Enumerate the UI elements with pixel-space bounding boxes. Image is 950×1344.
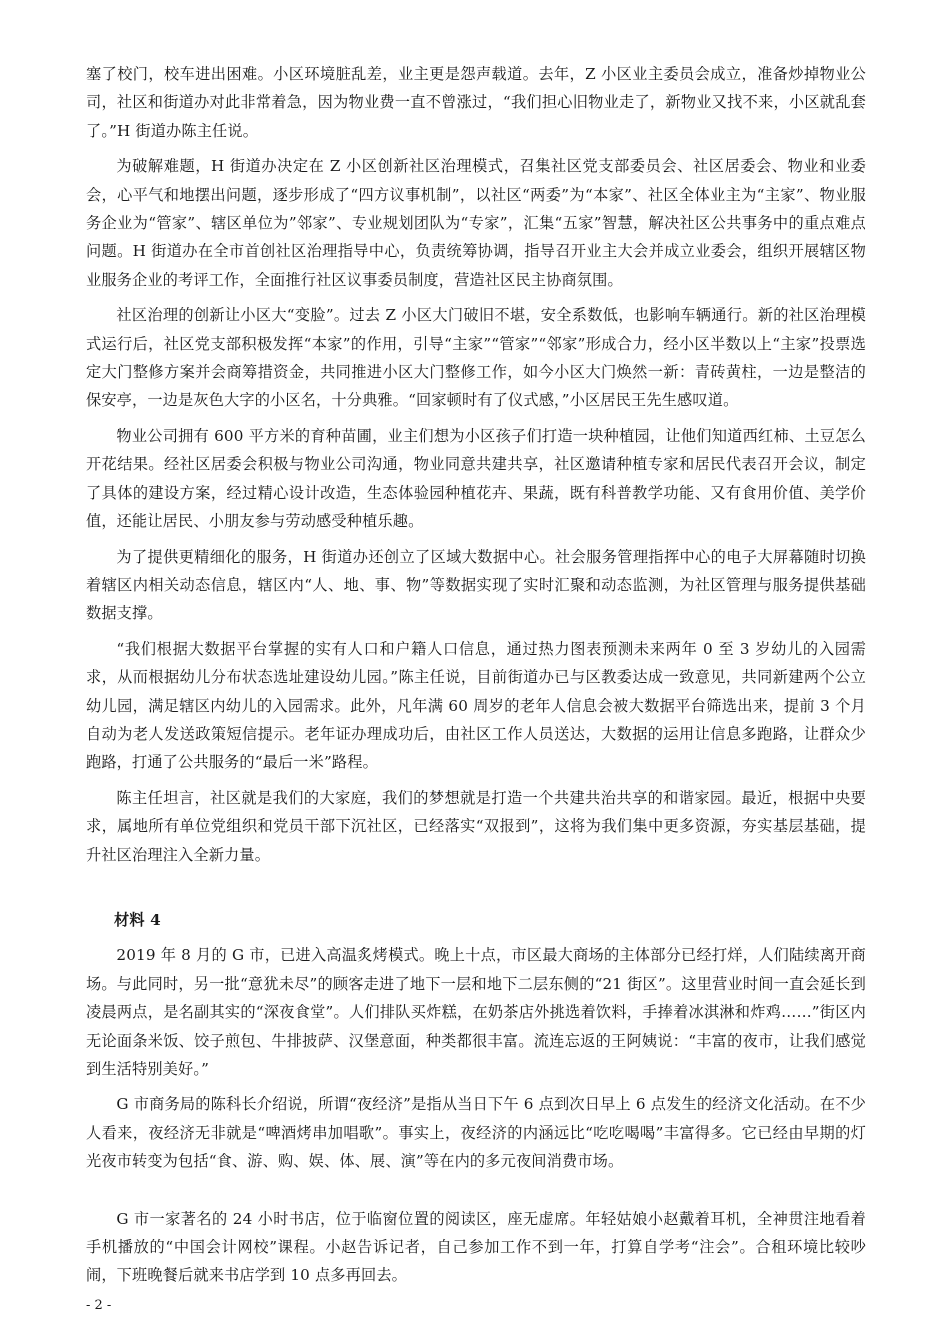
document-body: [86, 60, 866, 1297]
paragraph: 2019 年 8 月的 G 市，已进入高温炙烤模式。晚上十点，市区最大商场的主体部分已经打烊，人们陆续离开商场。与此同时，另一批“意犹未尽”的顾客走进了地下一层和地下二层东侧的“21 街区”。这里营业时间一直会延长到凌晨两点，是名副其实的“深夜食堂”。人们排队买炸糕，在奶茶店外挑选着饮料，手捧着冰淇淋和炸鸡……”街区内无论面条米饭、饺子煎包、牛排披萨、汉堡意面，种类都很丰富。流连忘返的王阿姨说：“丰富的夜市，让我们感觉到生活特别美好。”: [86, 946, 866, 1078]
paragraph: 社区治理的创新让小区大“变脸”。过去 Z 小区大门破旧不堪，安全系数低，也影响车辆通行。新的社区治理模式运行后，社区党支部积极发挥“本家”的作用，引导“主家”“管家”“邻家”形成合力，经小区半数以上“主家”投票选定大门整修方案并会商筹措资金，共同推进小区大门整修工作，如今小区大门焕然一新：青砖黄柱，一边是整洁的保安亭，一边是灰色大字的小区名，十分典雅。“回家顿时有了仪式感，”小区居民王先生感叹道。: [86, 306, 866, 410]
paragraph: 陈主任坦言，社区就是我们的大家庭，我们的梦想就是打造一个共建共治共享的和谐家园。最近，根据中央要求，属地所有单位党组织和党员干部下沉社区，已经落实“双报到”，这将为我们集中更多资源，夯实基层基础，提升社区治理注入全新力量。: [86, 788, 866, 864]
page-number: - 2 -: [86, 1298, 112, 1313]
paragraph: 塞了校门，校车进出困难。小区环境脏乱差，业主更是怨声载道。去年，Z 小区业主委员会成立，准备炒掉物业公司，社区和街道办对此非常着急，因为物业费一直不曾涨过，“我们担心旧物业走了，新物业又找不来，小区就乱套了。”H 街道办陈主任说。: [86, 65, 866, 140]
paragraph: 物业公司拥有 600 平方米的育种苗圃，业主们想为小区孩子们打造一块种植园，让他们知道西红柿、土豆怎么开花结果。经社区居委会积极与物业公司沟通，物业同意共建共享，社区邀请种植专家和居民代表召开会议，制定了具体的建设方案，经过精心设计改造，生态体验园种植花卉、果蔬，既有科普教学功能、又有食用价值、美学价值，还能让居民、小朋友参与劳动感受种植乐趣。: [86, 426, 866, 531]
paragraph: G 市一家著名的 24 小时书店，位于临窗位置的阅读区，座无虚席。年轻姑娘小赵戴着耳机，全神贯注地看着手机播放的“中国会计网校”课程。小赵告诉记者，自己参加工作不到一年，打算自学考“注会”。合租环境比较吵闹，下班晚餐后就来书店学到 10 点多再回去。: [86, 1209, 866, 1285]
paragraph: 为破解难题，H 街道办决定在 Z 小区创新社区治理模式，召集社区党支部委员会、社区居委会、物业和业委会，心平气和地摆出问题，逐步形成了“四方议事机制”，以社区“两委”为“本家”、社区全体业主为“主家”、物业服务企业为“管家”、辖区单位为”邻家”、专业规划团队为“专家”，汇集“五家”智慧，解决社区公共事务中的重点难点问题。H 街道办在全市首创社区治理指导中心，负责统筹协调，指导召开业主大会并成立业委会，组织开展辖区物业服务企业的考评工作，全面推行社区议事委员制度，营造社区民主协商氛围。: [86, 157, 866, 289]
paragraph: G 市商务局的陈科长介绍说，所谓“夜经济”是指从当日下午 6 点到次日早上 6 点发生的经济文化活动。在不少人看来，夜经济无非就是“啤酒烤串加唱歌”。事实上，夜经济的内涵远比“吃吃喝喝”丰富得多。它已经由早期的灯光夜市转变为包括“食、游、购、娱、体、展、演”等在内的多元夜间消费市场。: [86, 1095, 866, 1171]
paragraph-spacer: [86, 1183, 866, 1205]
section-heading: 材料 4: [114, 910, 161, 929]
paragraph: “我们根据大数据平台掌握的实有人口和户籍人口信息，通过热力图表预测未来两年 0 至 3 岁幼儿的入园需求，从而根据幼儿分布状态选址建设幼儿园。”陈主任说，目前街道办已与区教委达成一致意见，共同新建两个公立幼儿园，满足辖区内幼儿的入园需求。此外，凡年满 60 周岁的老年人信息会被大数据平台筛选出来，提前 3 个月自动为老人发送政策短信提示。老年证办理成功后，由社区工作人员送达，大数据的运用让信息多跑路，让群众少跑路，打通了公共服务的“最后一米”路程。: [86, 639, 866, 772]
paragraph: 为了提供更精细化的服务，H 街道办还创立了区域大数据中心。社会服务管理指挥中心的电子大屏幕随时切换着辖区内相关动态信息，辖区内“人、地、事、物”等数据实现了实时汇聚和动态监测，为社区管理与服务提供基础数据支撑。: [86, 547, 867, 623]
section-spacer: [86, 876, 866, 906]
